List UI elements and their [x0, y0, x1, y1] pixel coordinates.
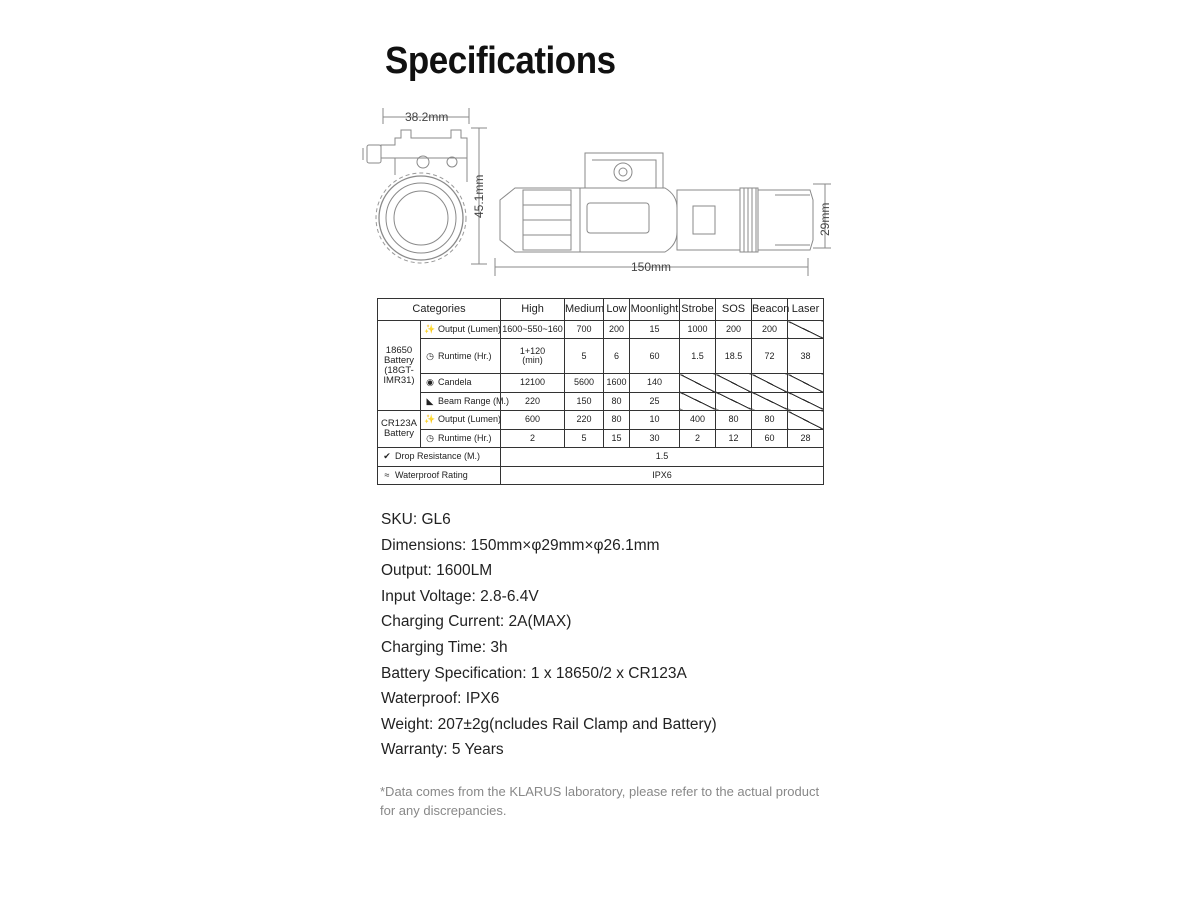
- header-low: Low: [604, 299, 630, 321]
- water-icon: ≈: [384, 469, 390, 480]
- row-label-output: ✨ Output (Lumen): [421, 321, 501, 339]
- table-cell: 140: [630, 374, 680, 392]
- table-cell: 80: [604, 392, 630, 410]
- empty-cell: [716, 392, 752, 410]
- table-cell: 5: [565, 339, 604, 374]
- table-cell: 1600: [604, 374, 630, 392]
- spec-sku: SKU: GL6: [381, 511, 451, 528]
- table-cell: 80: [604, 411, 630, 429]
- waterproof-value: IPX6: [501, 466, 824, 484]
- brightness-icon: ✨: [424, 323, 436, 334]
- spec-output: Output: 1600LM: [381, 562, 493, 580]
- table-cell: 2: [501, 429, 565, 447]
- table-cell: 600: [501, 411, 565, 429]
- table-cell: 2: [680, 429, 716, 447]
- dimension-drawing: [355, 100, 845, 285]
- table-cell: 200: [716, 321, 752, 339]
- header-high: High: [501, 299, 565, 321]
- battery-cr123a-label: CR123A Battery: [378, 411, 421, 448]
- length-dimension-label: 150mm: [631, 260, 672, 274]
- spec-weight: Weight: 207±2g(ncludes Rail Clamp and Battery): [381, 715, 717, 733]
- candela-icon: ◉: [426, 377, 434, 388]
- table-cell: 12100: [501, 374, 565, 392]
- empty-cell: [788, 321, 824, 339]
- empty-cell: [752, 392, 788, 410]
- table-cell: 200: [604, 321, 630, 339]
- table-cell: 400: [680, 411, 716, 429]
- table-cell: 15: [604, 429, 630, 447]
- table-cell: 15: [630, 321, 680, 339]
- brightness-icon: ✨: [424, 414, 436, 425]
- clock-icon: ◷: [426, 350, 434, 361]
- spec-charging-current: Charging Current: 2A(MAX): [381, 613, 572, 631]
- table-cell: 12: [716, 429, 752, 447]
- row-label-waterproof: ≈ Waterproof Rating: [378, 466, 501, 484]
- table-cell: 72: [752, 339, 788, 374]
- table-cell: 60: [630, 339, 680, 374]
- table-row: [378, 429, 824, 447]
- head-diameter-label: 29mm: [818, 202, 832, 236]
- table-row: [378, 448, 824, 466]
- table-row: [378, 339, 824, 374]
- table-cell: 28: [788, 429, 824, 447]
- side-view: [495, 153, 831, 276]
- width-dimension-label: 38.2mm: [405, 110, 449, 124]
- table-cell: 220: [565, 411, 604, 429]
- beam-icon: ◣: [426, 395, 434, 406]
- spec-input-voltage: Input Voltage: 2.8-6.4V: [381, 587, 539, 605]
- table-cell: 220: [501, 392, 565, 410]
- drop-icon: ✔: [383, 451, 391, 462]
- header-strobe: Strobe: [680, 299, 716, 321]
- header-categories: Categories: [378, 299, 501, 321]
- table-row: [378, 411, 824, 429]
- page-title: Specifications: [385, 40, 616, 82]
- table-cell: 38: [788, 339, 824, 374]
- table-cell: 30: [630, 429, 680, 447]
- spec-battery: Battery Specification: 1 x 18650/2 x CR123A: [381, 664, 687, 682]
- table-cell: 1.5: [680, 339, 716, 374]
- height-dimension-label: 45.1mm: [472, 174, 486, 218]
- empty-cell: [788, 374, 824, 392]
- row-label-runtime: ◷ Runtime (Hr.): [421, 339, 501, 374]
- spec-list: [381, 507, 717, 763]
- row-label-beam: ◣ Beam Range (M.): [421, 392, 501, 410]
- disclaimer-note: *Data comes from the KLARUS laboratory, please refer to the actual product for any discrepancies.: [380, 784, 820, 818]
- table-row: [378, 392, 824, 410]
- empty-cell: [680, 392, 716, 410]
- spec-warranty: Warranty: 5 Years: [381, 741, 504, 759]
- table-cell: 700: [565, 321, 604, 339]
- header-medium: Medium: [565, 299, 604, 321]
- table-row: [378, 374, 824, 392]
- empty-cell: [788, 392, 824, 410]
- spec-charging-time: Charging Time: 3h: [381, 638, 508, 656]
- table-cell: 5600: [565, 374, 604, 392]
- table-cell: 25: [630, 392, 680, 410]
- row-label-drop: ✔ Drop Resistance (M.): [378, 448, 501, 466]
- table-row: [378, 466, 824, 484]
- header-laser: Laser: [788, 299, 824, 321]
- header-sos: SOS: [716, 299, 752, 321]
- table-cell: 6: [604, 339, 630, 374]
- spec-dimensions: Dimensions: 150mm×φ29mm×φ26.1mm: [381, 536, 660, 554]
- table-cell: 150: [565, 392, 604, 410]
- empty-cell: [788, 411, 824, 429]
- table-cell: 18.5: [716, 339, 752, 374]
- table-cell: 1000: [680, 321, 716, 339]
- row-label-candela: ◉ Candela: [421, 374, 501, 392]
- table-cell: 1600~550~160: [501, 321, 565, 339]
- row-label-runtime: ◷ Runtime (Hr.): [421, 429, 501, 447]
- battery-18650-label: 18650 Battery (18GT-IMR31): [378, 321, 421, 411]
- empty-cell: [716, 374, 752, 392]
- drop-value: 1.5: [501, 448, 824, 466]
- spec-waterproof: Waterproof: IPX6: [381, 690, 500, 708]
- clock-icon: ◷: [426, 432, 434, 443]
- spec-table: [377, 298, 824, 485]
- table-cell: 80: [716, 411, 752, 429]
- table-cell: 1+120 (min): [501, 339, 565, 374]
- row-label-output: ✨ Output (Lumen): [421, 411, 501, 429]
- empty-cell: [752, 374, 788, 392]
- table-cell: 80: [752, 411, 788, 429]
- header-beacon: Beacon: [752, 299, 788, 321]
- table-cell: 10: [630, 411, 680, 429]
- table-header-row: [378, 299, 824, 321]
- table-cell: 60: [752, 429, 788, 447]
- empty-cell: [680, 374, 716, 392]
- front-view: [363, 108, 487, 264]
- table-cell: 5: [565, 429, 604, 447]
- table-row: [378, 321, 824, 339]
- header-moonlight: Moonlight: [630, 299, 680, 321]
- table-cell: 200: [752, 321, 788, 339]
